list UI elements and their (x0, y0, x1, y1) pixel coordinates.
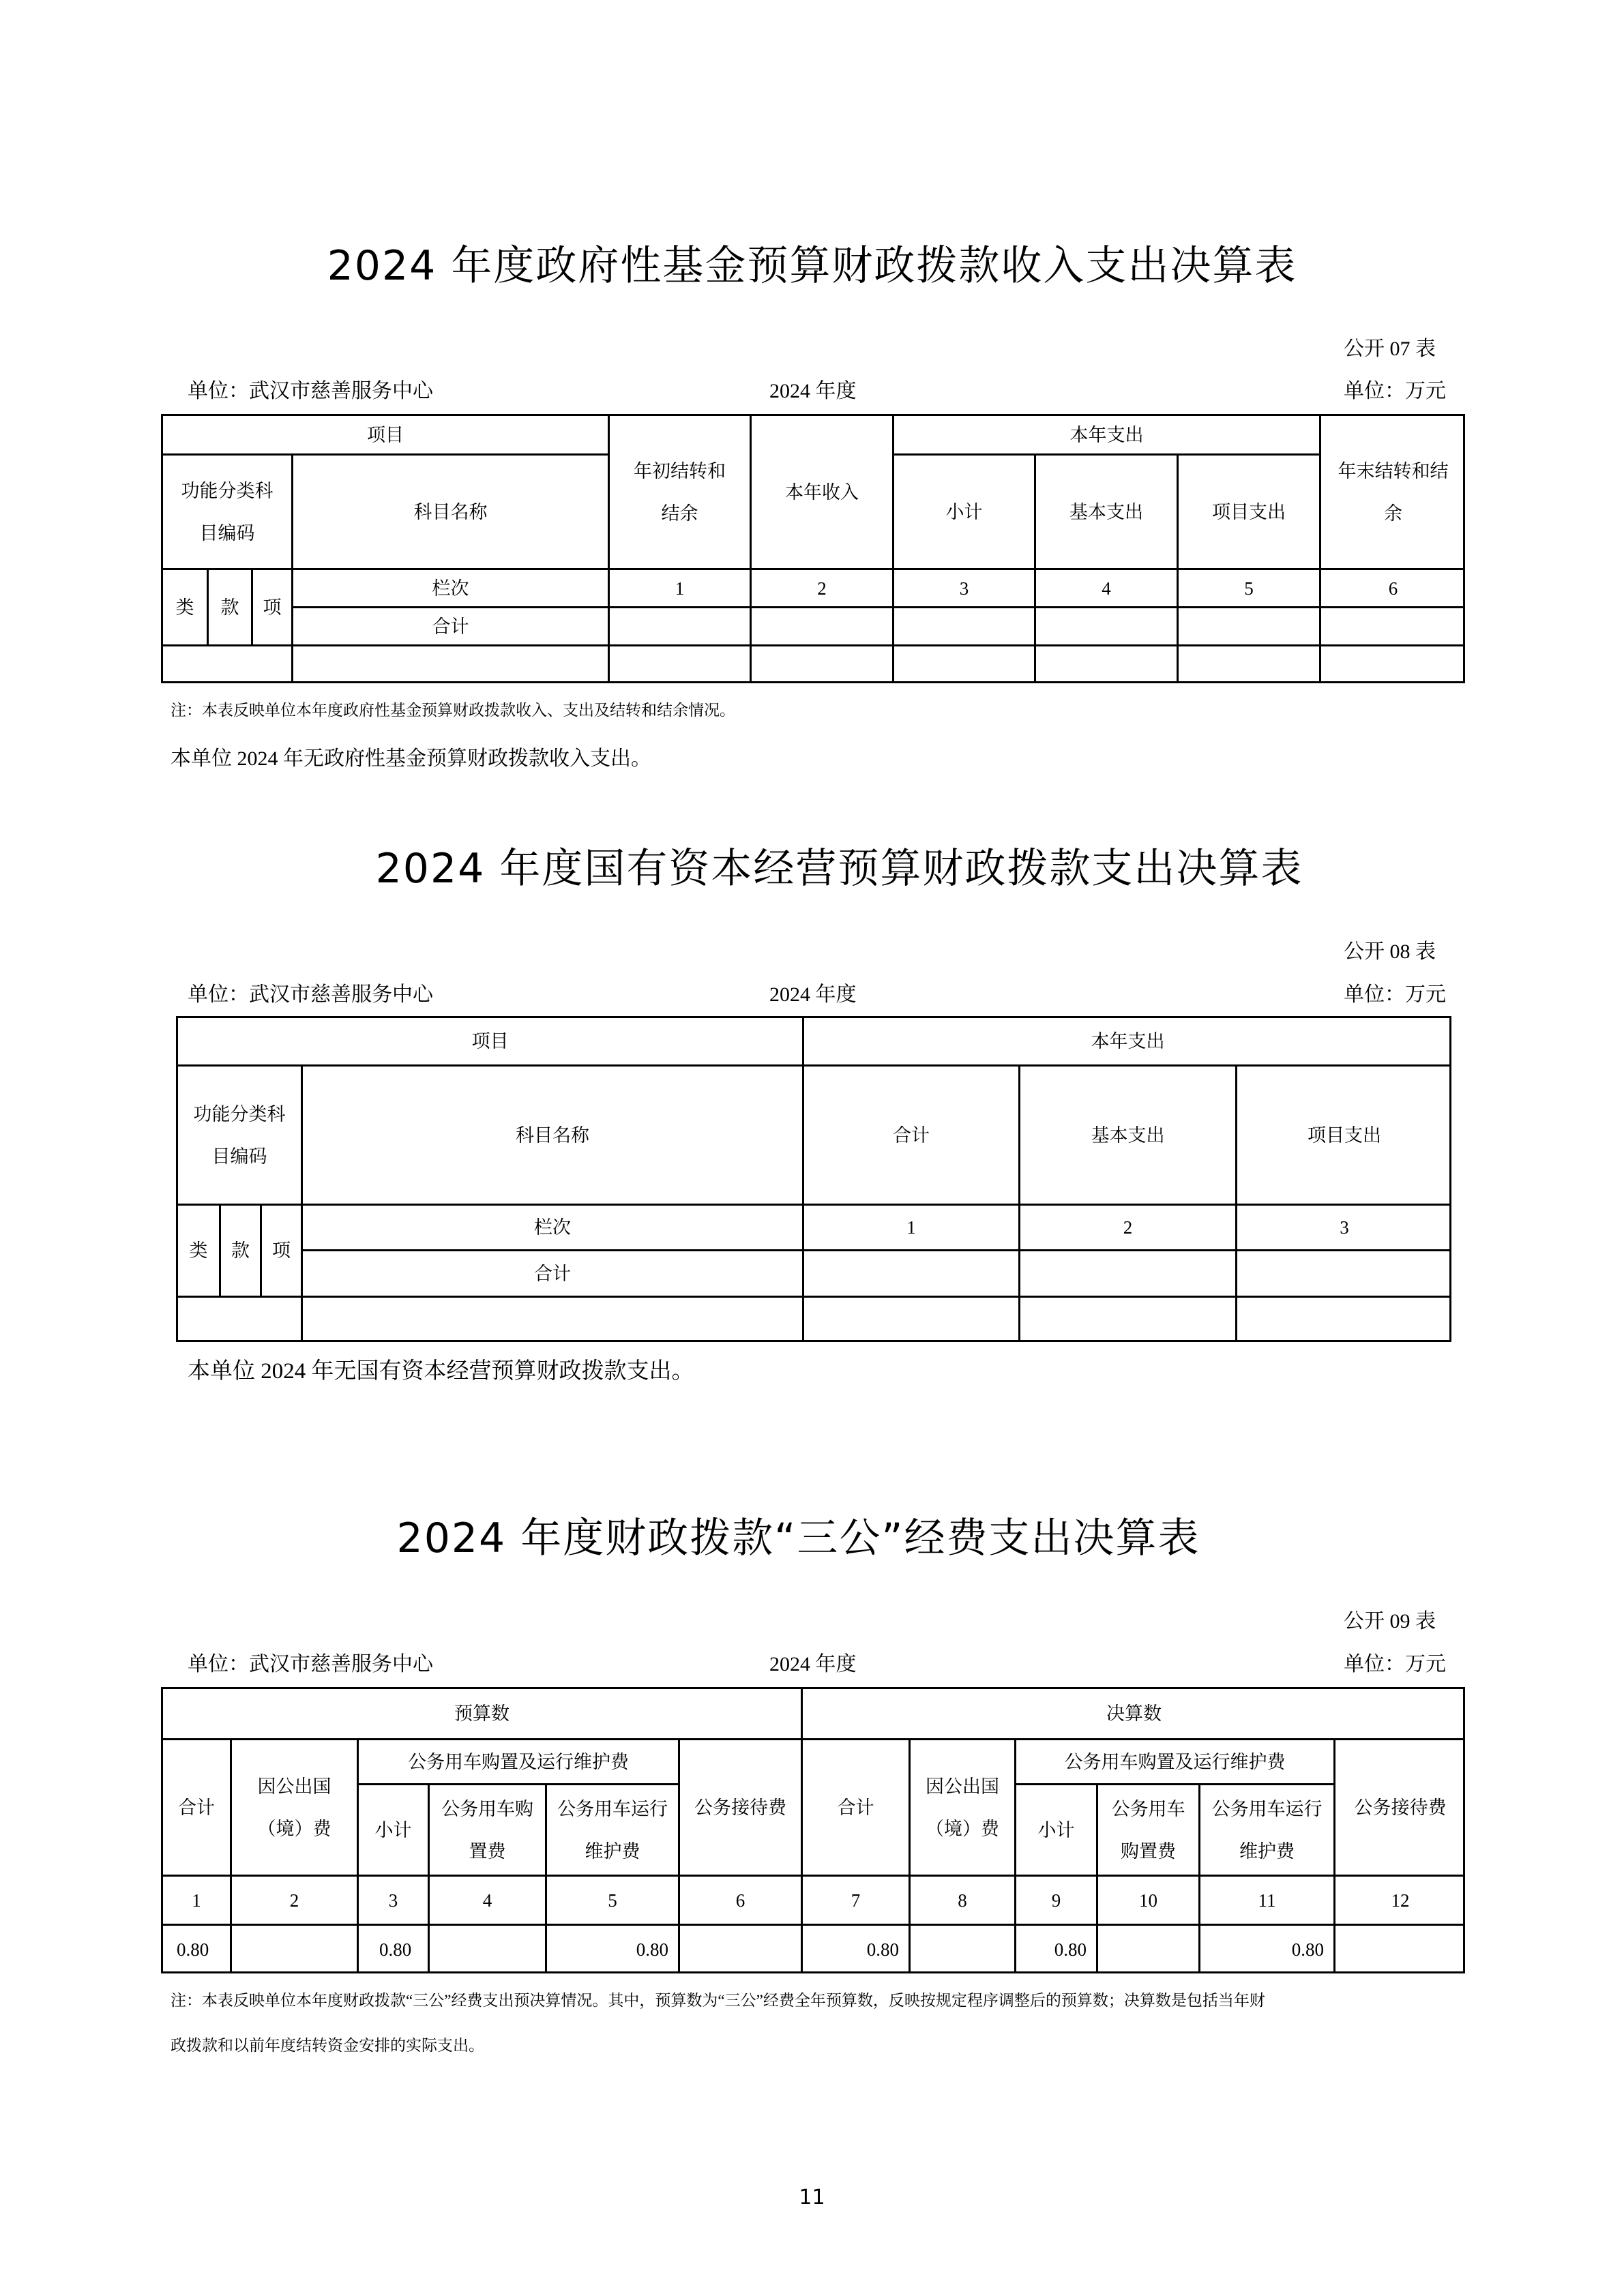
header-xiang: 项 (263, 597, 282, 618)
value-final-operation: 0.80 (1291, 1939, 1324, 1960)
table08 (176, 1016, 1451, 1342)
value-final-subtotal: 0.80 (1054, 1939, 1087, 1960)
col-number: 12 (1391, 1890, 1410, 1911)
table09-unit-org: 单位：武汉市慈善服务中心 (188, 1653, 433, 1675)
col-number: 6 (1388, 578, 1398, 599)
table08-unit-money: 单位：万元 (1344, 983, 1446, 1006)
table09-unit-money: 单位：万元 (1344, 1653, 1446, 1675)
final-reception-header: 公务接待费 (1354, 1797, 1447, 1818)
table09-title: 2024 年度财政拨款“三公”经费支出决算表 (396, 1515, 1200, 1562)
header-item: 项目 (367, 424, 404, 445)
header-func-code (163, 456, 291, 568)
budget-abroad-line1: 因公出国 (257, 1776, 331, 1797)
value-final-total: 0.80 (866, 1939, 899, 1960)
final-operation-line2: 维护费 (1239, 1840, 1295, 1862)
table08-statement: 本单位 2024 年无国有资本经营预算财政拨款支出。 (188, 1359, 694, 1384)
header-basic: 基本支出 (1069, 501, 1143, 522)
table07-code: 公开 07 表 (1344, 338, 1436, 360)
header-total: 合计 (893, 1124, 930, 1146)
col-number: 2 (289, 1890, 299, 1911)
header-subtotal: 小计 (945, 501, 983, 522)
budget-abroad-line2: （境）费 (257, 1818, 331, 1839)
header-carry-end-line2: 余 (1384, 503, 1402, 524)
header-subject-name: 科目名称 (413, 501, 488, 522)
budget-vehicle-header: 公务用车购置及运行维护费 (408, 1751, 629, 1772)
budget-subtotal-header: 小计 (374, 1819, 412, 1840)
header-income: 本年收入 (785, 481, 859, 503)
table09-note-line1: 注：本表反映单位本年度财政拨款“三公”经费支出预决算情况。其中，预算数为“三公”经费全年预算数，反映按规定程序调整后的预算数；决算数是包括当年财 (171, 1992, 1265, 2009)
budget-purchase-line2: 置费 (469, 1840, 506, 1862)
header-func-code-line2: 目编码 (211, 1146, 267, 1167)
col-number: 1 (906, 1217, 916, 1238)
row-total-label: 合计 (534, 1263, 571, 1284)
budget-operation-line2: 维护费 (585, 1840, 640, 1862)
table07-title: 2024 年度政府性基金预算财政拨款收入支出决算表 (327, 242, 1297, 290)
col-number: 4 (482, 1890, 492, 1911)
final-purchase-header (1098, 1785, 1198, 1875)
col-number: 2 (817, 578, 827, 599)
header-item: 项目 (471, 1031, 509, 1052)
header-project: 项目支出 (1212, 501, 1286, 522)
header-kuan: 款 (231, 1240, 250, 1261)
header-lei: 类 (175, 597, 194, 618)
col-number: 4 (1102, 578, 1111, 599)
table09-note-line2: 政拨款和以前年度结转资金安排的实际支出。 (171, 2037, 484, 2054)
table09-year: 2024 年度 (769, 1653, 857, 1675)
table08-title: 2024 年度国有资本经营预算财政拨款支出决算表 (375, 845, 1303, 893)
value-final-abroad (911, 1926, 1014, 1973)
group-final: 决算数 (1106, 1703, 1162, 1724)
col-number: 3 (388, 1890, 398, 1911)
table09-code: 公开 09 表 (1344, 1610, 1436, 1632)
header-func-code-line2: 目编码 (199, 522, 255, 543)
header-carry-begin-line2: 结余 (661, 503, 698, 524)
table07-unit-money: 单位：万元 (1344, 380, 1446, 402)
budget-purchase-line1: 公务用车购 (441, 1798, 533, 1819)
col-number: 1 (192, 1890, 201, 1911)
value-budget-purchase (430, 1926, 545, 1973)
table07-year: 2024 年度 (769, 380, 857, 402)
value-budget-operation: 0.80 (636, 1939, 668, 1960)
col-number: 5 (608, 1890, 617, 1911)
header-carry-end-line1: 年末结转和结 (1338, 460, 1449, 481)
header-project: 项目支出 (1308, 1124, 1381, 1146)
table08-unit-org: 单位：武汉市慈善服务中心 (188, 983, 433, 1006)
final-abroad-line1: 因公出国 (926, 1776, 999, 1797)
table07-statement: 本单位 2024 年无政府性基金预算财政拨款收入支出。 (171, 747, 651, 770)
table09 (161, 1687, 1465, 1973)
page-number: 11 (799, 2186, 825, 2209)
header-func-code (178, 1067, 301, 1204)
budget-purchase-header (430, 1785, 545, 1875)
header-expense: 本年支出 (1091, 1031, 1165, 1052)
col-number: 8 (958, 1890, 967, 1911)
value-budget-total: 0.80 (177, 1939, 209, 1960)
budget-total-header: 合计 (178, 1797, 215, 1818)
budget-operation-line1: 公务用车运行 (557, 1798, 668, 1819)
table07-unit-org: 单位：武汉市慈善服务中心 (188, 380, 433, 402)
col-number: 3 (1340, 1217, 1349, 1238)
header-func-code-line1: 功能分类科 (181, 480, 274, 501)
table07-note: 注：本表反映单位本年度政府性基金预算财政拨款收入、支出及结转和结余情况。 (171, 702, 735, 719)
table07-line (163, 644, 1465, 646)
group-budget: 预算数 (454, 1703, 510, 1724)
table07 (161, 414, 1465, 683)
row-lanci-label: 栏次 (432, 578, 469, 599)
header-lei: 类 (189, 1240, 208, 1261)
value-budget-reception (680, 1926, 801, 1973)
col-number: 6 (735, 1890, 745, 1911)
col-number: 10 (1139, 1890, 1157, 1911)
col-number: 5 (1244, 578, 1254, 599)
final-purchase-line1: 公务用车 (1111, 1798, 1185, 1819)
header-xiang: 项 (272, 1240, 291, 1261)
header-carry-begin-line1: 年初结转和 (634, 460, 726, 481)
col-number: 2 (1123, 1217, 1133, 1238)
row-total-label: 合计 (432, 616, 469, 637)
header-basic: 基本支出 (1091, 1124, 1165, 1146)
budget-operation-header (547, 1785, 678, 1875)
value-budget-abroad (232, 1926, 357, 1973)
col-number: 1 (675, 578, 685, 599)
header-func-code-line1: 功能分类科 (193, 1103, 286, 1124)
col-number: 7 (851, 1890, 861, 1911)
header-carry-end (1321, 416, 1465, 568)
header-kuan: 款 (220, 597, 239, 618)
col-number: 11 (1258, 1890, 1276, 1911)
header-subject-name: 科目名称 (516, 1124, 589, 1146)
header-expense: 本年支出 (1069, 424, 1144, 445)
final-total-header: 合计 (837, 1797, 874, 1818)
budget-reception-header: 公务接待费 (694, 1797, 786, 1818)
table08-code: 公开 08 表 (1344, 940, 1436, 963)
final-vehicle-header: 公务用车购置及运行维护费 (1064, 1751, 1286, 1772)
final-operation-line1: 公务用车运行 (1211, 1798, 1323, 1819)
final-abroad-header (911, 1740, 1014, 1875)
header-carry-begin (610, 416, 750, 568)
row-lanci-label: 栏次 (534, 1217, 571, 1238)
table08-line (178, 1296, 1451, 1298)
final-purchase-line2: 购置费 (1121, 1840, 1176, 1862)
value-final-reception (1335, 1926, 1465, 1973)
final-subtotal-header: 小计 (1037, 1819, 1075, 1840)
final-abroad-line2: （境）费 (926, 1818, 999, 1839)
value-budget-subtotal: 0.80 (379, 1939, 412, 1960)
col-number: 9 (1051, 1890, 1061, 1911)
table08-year: 2024 年度 (769, 983, 857, 1006)
final-operation-header (1200, 1785, 1333, 1875)
value-final-purchase (1098, 1926, 1198, 1973)
col-number: 3 (959, 578, 969, 599)
budget-abroad-header (232, 1740, 357, 1875)
